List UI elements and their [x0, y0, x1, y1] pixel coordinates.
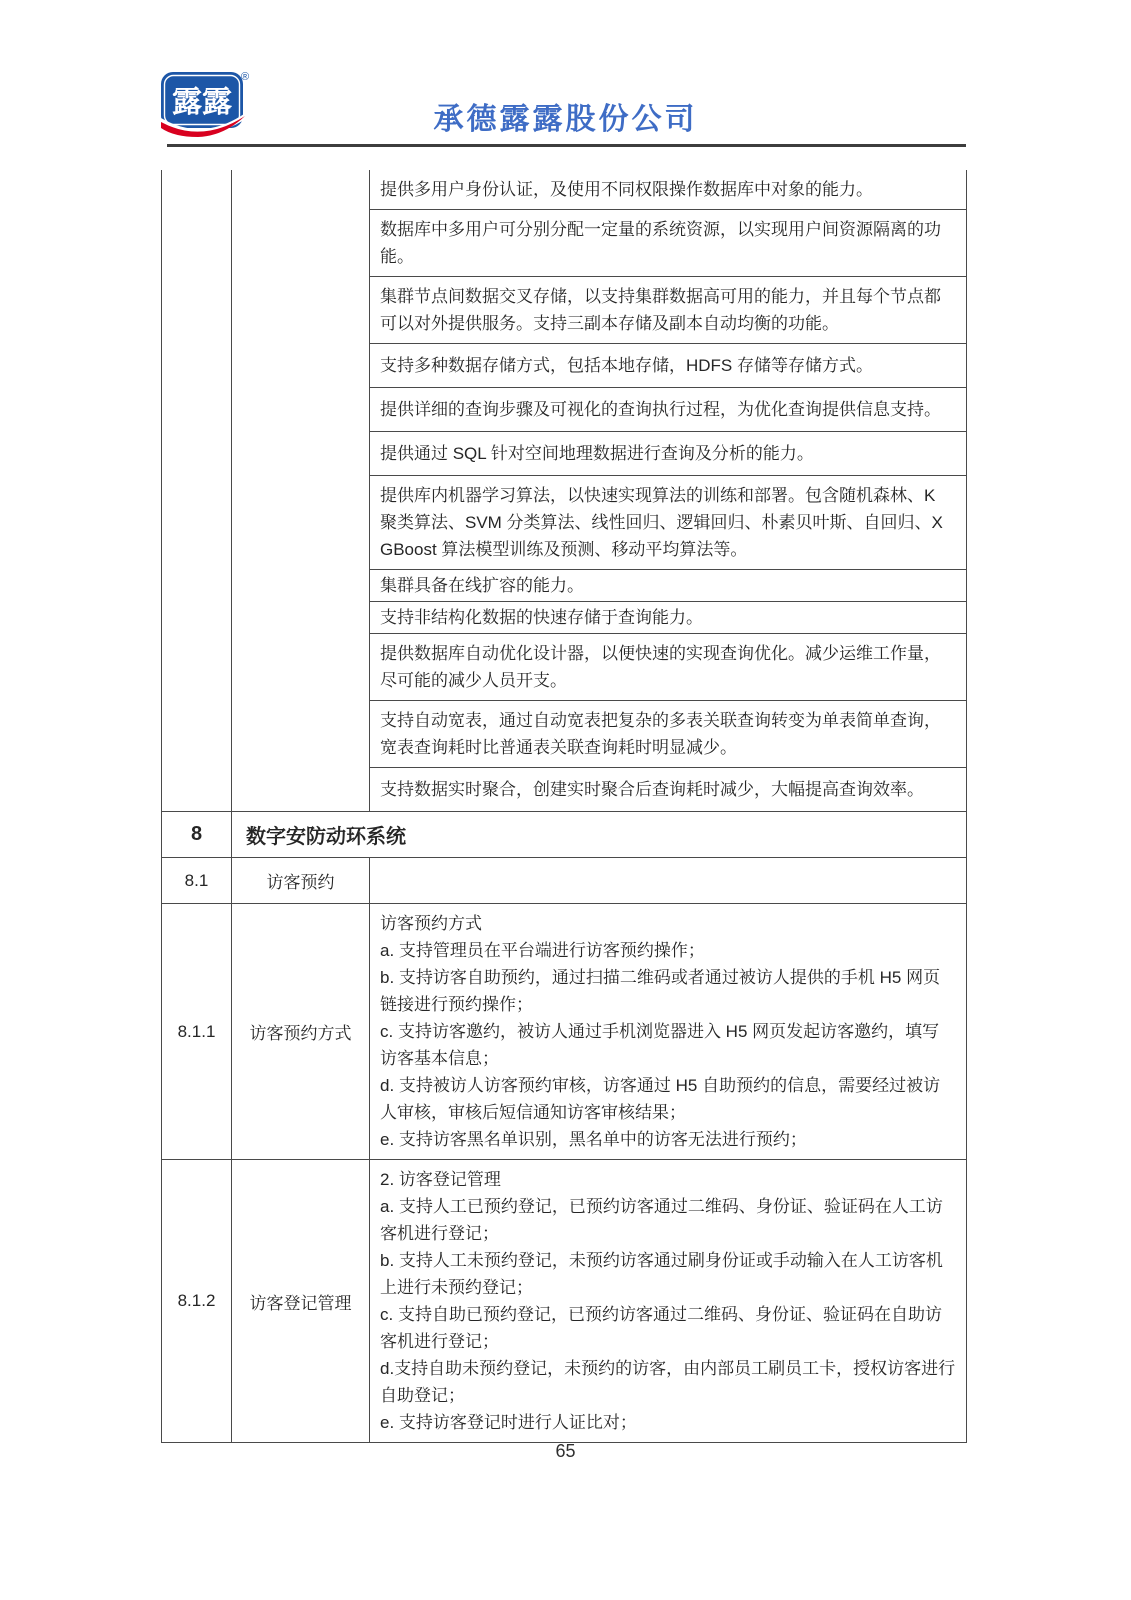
row-number: 8.1.1 — [162, 904, 232, 1160]
description-line: b. 支持人工未预约登记，未预约访客通过刷身份证或手动输入在人工访客机上进行未预约登记； — [380, 1251, 943, 1297]
section-row-8-1-1 — [162, 904, 967, 1160]
description-line: a. 支持人工已预约登记，已预约访客通过二维码、身份证、验证码在人工访客机进行登记； — [380, 1197, 943, 1243]
description-line: a. 支持管理员在平台端进行访客预约操作； — [380, 941, 705, 960]
row-description: 集群具备在线扩容的能力。 — [370, 570, 967, 602]
header-divider — [167, 144, 966, 147]
row-description: 提供通过 SQL 针对空间地理数据进行查询及分析的能力。 — [370, 432, 967, 476]
row-description: 数据库中多用户可分别分配一定量的系统资源，以实现用户间资源隔离的功能。 — [370, 210, 967, 277]
section-title: 数字安防动环系统 — [232, 812, 967, 858]
page-number: 65 — [555, 1441, 576, 1461]
row-description: 提供多用户身份认证，及使用不同权限操作数据库中对象的能力。 — [370, 170, 967, 210]
row-number: 8.1 — [162, 858, 232, 904]
row-description: 支持数据实时聚合，创建实时聚合后查询耗时减少，大幅提高查询效率。 — [370, 768, 967, 812]
section-number: 8 — [162, 812, 232, 858]
description-line: d.支持自助未预约登记，未预约的访客，由内部员工刷员工卡，授权访客进行自助登记； — [380, 1359, 956, 1405]
description-line: e. 支持访客登记时进行人证比对； — [380, 1413, 637, 1432]
company-title: 承德露露股份公司 — [433, 103, 698, 136]
description-line: c. 支持访客邀约，被访人通过手机浏览器进入 H5 网页发起访客邀约，填写访客基本信息； — [380, 1022, 940, 1068]
logo-text: 露露 — [172, 86, 232, 119]
section-row-8-1-2 — [162, 1160, 967, 1443]
row-description: 支持多种数据存储方式，包括本地存储，HDFS 存储等存储方式。 — [370, 344, 967, 388]
description-line: b. 支持访客自助预约，通过扫描二维码或者通过被访人提供的手机 H5 网页链接进行预约操作； — [380, 968, 941, 1014]
section-row-8 — [162, 812, 967, 858]
row-name: 访客登记管理 — [232, 1160, 370, 1443]
row-description: 提供库内机器学习算法，以快速实现算法的训练和部署。包含随机森林、K 聚类算法、SVM 分类算法、线性回归、逻辑回归、朴素贝叶斯、自回归、XGBoost 算法模型训练及预测、移动平均算法等。 — [370, 476, 967, 570]
row-description — [370, 858, 967, 904]
row-name: 访客预约 — [232, 858, 370, 904]
row-description: 支持自动宽表，通过自动宽表把复杂的多表关联查询转变为单表简单查询，宽表查询耗时比普通表关联查询耗时明显减少。 — [370, 701, 967, 768]
row-description: 集群节点间数据交叉存储，以支持集群数据高可用的能力，并且每个节点都可以对外提供服务。支持三副本存储及副本自动均衡的功能。 — [370, 277, 967, 344]
description-line: c. 支持自助已预约登记，已预约访客通过二维码、身份证、验证码在自助访客机进行登记； — [380, 1305, 942, 1351]
requirements-table — [161, 170, 967, 1443]
row-description: 提供数据库自动优化设计器，以便快速的实现查询优化。减少运维工作量，尽可能的减少人员开支。 — [370, 634, 967, 701]
logo-registered-mark: ® — [240, 71, 250, 83]
row-description — [370, 1160, 967, 1443]
row-description: 提供详细的查询步骤及可视化的查询执行过程，为优化查询提供信息支持。 — [370, 388, 967, 432]
row-number-empty — [162, 170, 232, 812]
description-line: 2. 访客登记管理 — [380, 1170, 501, 1189]
row-description: 支持非结构化数据的快速存储于查询能力。 — [370, 602, 967, 634]
description-line: d. 支持被访人访客预约审核，访客通过 H5 自助预约的信息，需要经过被访人审核，审核后短信通知访客审核结果； — [380, 1076, 941, 1122]
row-name: 访客预约方式 — [232, 904, 370, 1160]
row-number: 8.1.2 — [162, 1160, 232, 1443]
row-name-empty — [232, 170, 370, 812]
table-row — [162, 170, 967, 210]
row-description — [370, 904, 967, 1160]
section-row-8-1 — [162, 858, 967, 904]
description-line: 访客预约方式 — [380, 914, 482, 933]
description-line: e. 支持访客黑名单识别，黑名单中的访客无法进行预约； — [380, 1130, 807, 1149]
